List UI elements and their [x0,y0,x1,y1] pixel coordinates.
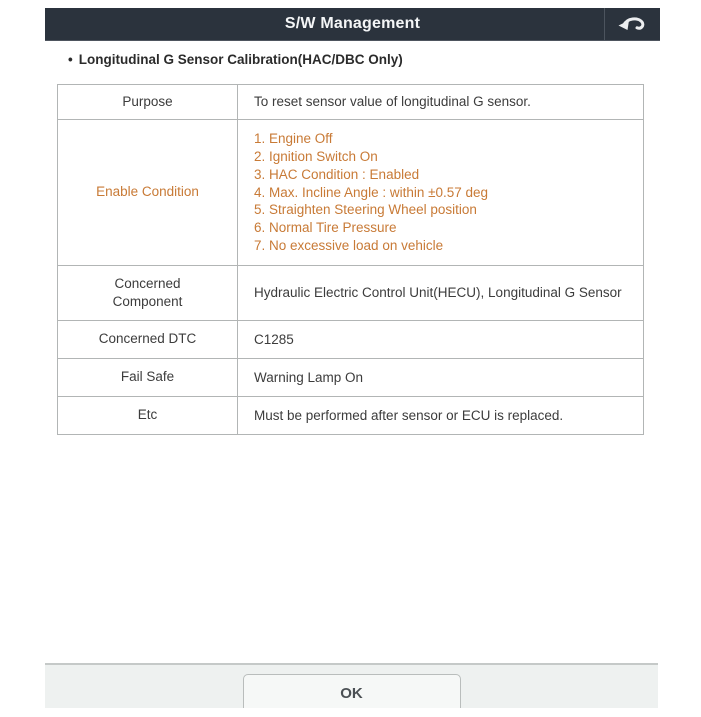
row-label: Purpose [58,85,238,120]
back-button[interactable] [604,8,660,40]
row-label: Enable Condition [58,120,238,266]
row-label: Concerned Component [58,266,238,321]
footer-bar [45,663,658,708]
condition-item: 1. Engine Off [254,131,333,147]
row-label: Etc [58,397,238,435]
condition-item: 3. HAC Condition : Enabled [254,166,420,182]
ok-button[interactable]: OK [243,674,461,708]
info-table [57,84,644,435]
condition-item: 7. No excessive load on vehicle [254,237,444,253]
row-value [238,120,644,266]
row-value: Warning Lamp On [238,359,644,397]
condition-item: 4. Max. Incline Angle : within ±0.57 deg [254,184,489,200]
table-row-enable-condition [58,120,644,266]
table-row-concerned-dtc [58,321,644,359]
section-title [68,52,403,67]
page-title: S/W Management [284,15,421,32]
condition-item: 5. Straighten Steering Wheel position [254,202,477,218]
row-label: Concerned DTC [58,321,238,359]
row-value: To reset sensor value of longitudinal G sensor. [238,85,644,120]
table-row-fail-safe [58,359,644,397]
row-label: Fail Safe [58,359,238,397]
condition-item: 2. Ignition Switch On [254,149,378,164]
bullet-marker: • [68,52,73,67]
condition-item: 6. Normal Tire Pressure [254,220,397,236]
table-row-concerned-component [58,266,644,321]
row-value: C1285 [238,321,644,359]
titlebar [45,8,660,41]
table-row-etc [58,397,644,435]
row-value: Must be performed after sensor or ECU is replaced. [238,397,644,435]
section-title-text: Longitudinal G Sensor Calibration(HAC/DBC Only) [78,52,403,67]
return-arrow-icon [618,13,648,35]
row-value: Hydraulic Electric Control Unit(HECU), Longitudinal G Sensor [238,266,644,321]
table-row-purpose [58,85,644,120]
